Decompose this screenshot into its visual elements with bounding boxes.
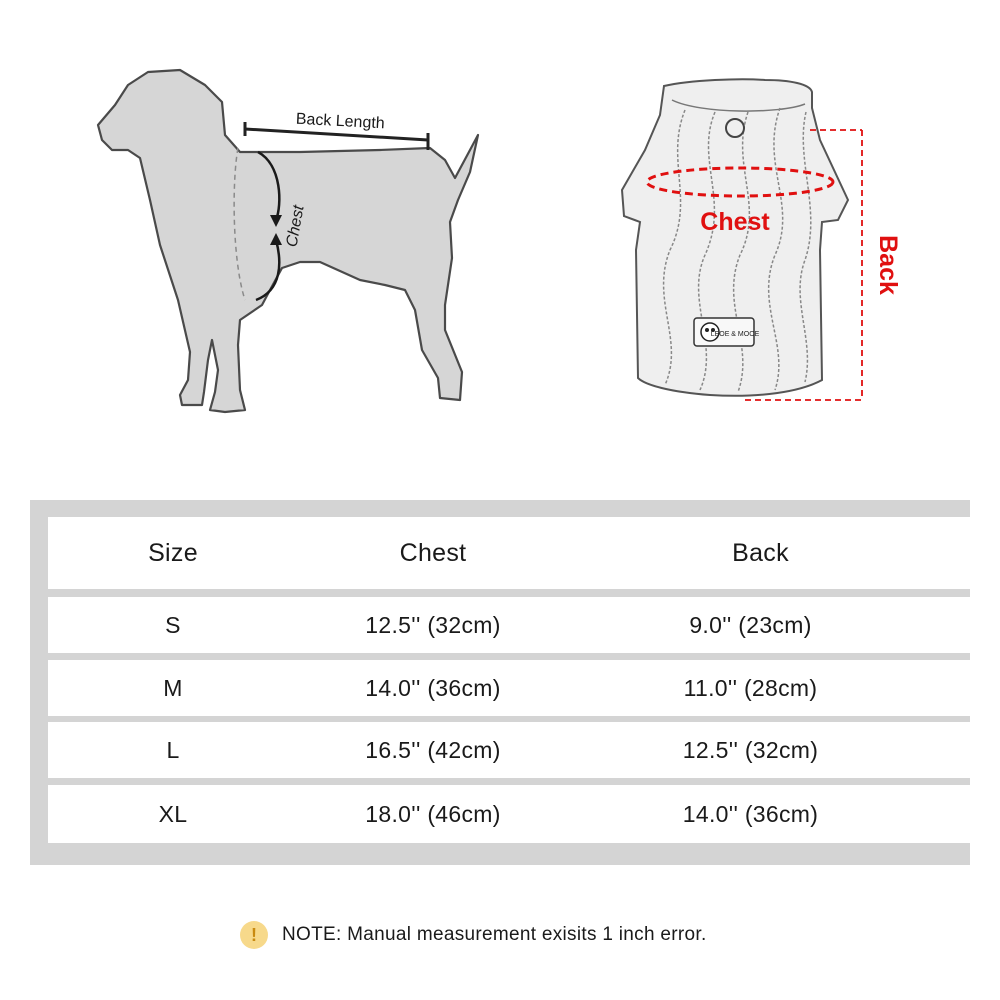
coat-chest-label: Chest [700,208,770,236]
measurement-illustrations [0,0,1000,470]
dog-chest-label: Chest [283,204,308,249]
header-chest: Chest [399,538,467,567]
chest-cell: 18.0'' (46cm) [365,800,501,827]
table-header-row [48,517,985,589]
coat-back-label: Back [874,235,902,295]
back-cell: 9.0'' (23cm) [689,611,812,638]
table-row [48,785,985,843]
coat-tag-text: LEOE & MOOE [710,331,760,338]
note-text: NOTE: Manual measurement exisits 1 inch error. [282,924,707,945]
coat-illustration [622,79,902,400]
header-back: Back [732,538,789,567]
chest-cell: 16.5'' (42cm) [365,736,501,763]
dog-silhouette [98,70,478,412]
header-size: Size [148,538,198,567]
size-cell: XL [158,800,188,827]
table-row [48,597,985,653]
back-cell: 11.0'' (28cm) [683,674,818,701]
table-row [48,722,985,778]
chest-cell: 14.0'' (36cm) [365,674,501,701]
back-length-label: Back Length [295,110,386,133]
chest-cell: 12.5'' (32cm) [365,611,501,638]
size-cell: M [163,674,183,701]
table-row [48,660,985,716]
size-cell: L [166,736,180,763]
back-cell: 14.0'' (36cm) [682,800,819,827]
size-table [30,500,970,865]
exclamation-icon: ! [240,921,268,949]
size-cell: S [165,611,181,638]
back-cell: 12.5'' (32cm) [682,736,819,763]
measurement-note [240,920,707,950]
